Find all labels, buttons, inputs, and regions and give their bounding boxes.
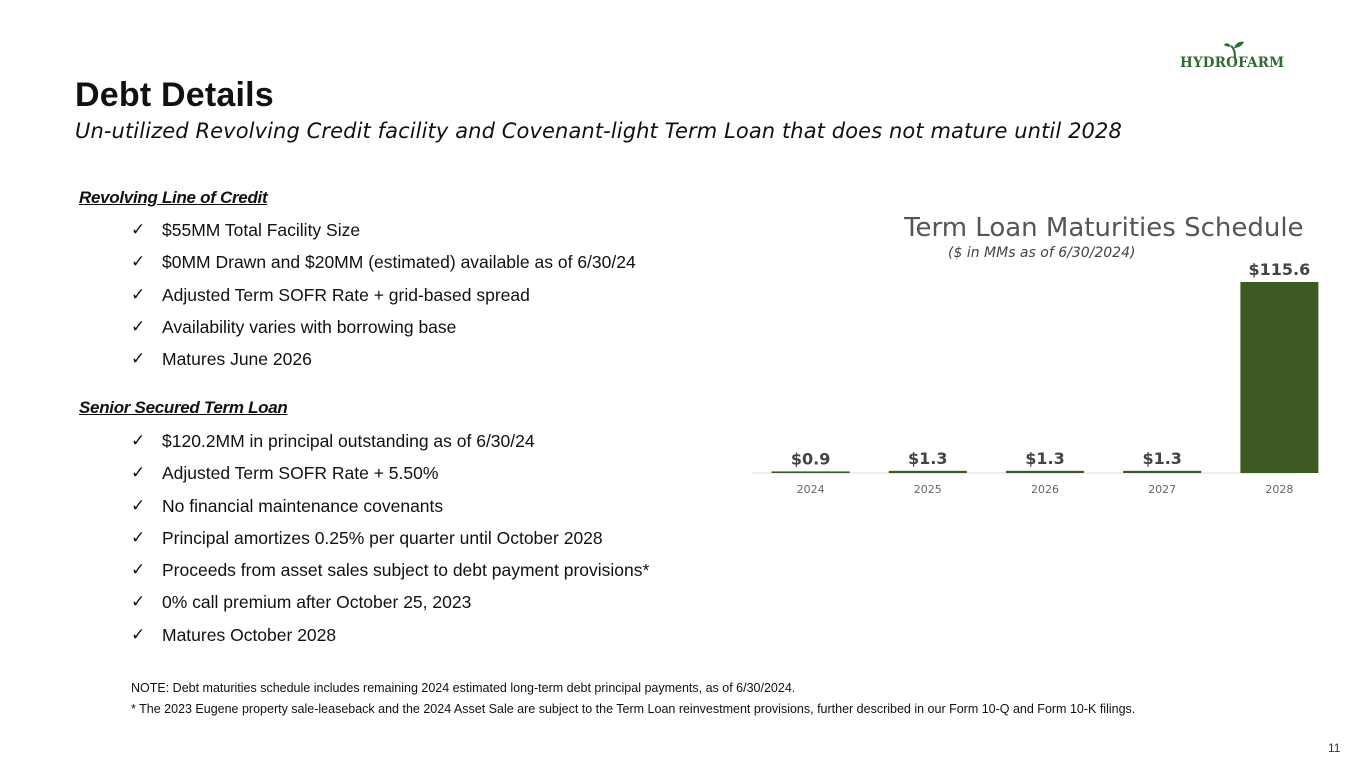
checkmark-icon: ✓ — [131, 252, 146, 272]
term-loan-list — [131, 431, 649, 657]
data-label-2028: $115.6 — [1248, 260, 1311, 279]
list-item: ✓ No financial maintenance covenants — [131, 495, 444, 516]
checkmark-icon: ✓ — [131, 495, 146, 515]
checkmark-icon: ✓ — [131, 560, 146, 580]
checkmark-icon: ✓ — [131, 316, 146, 336]
checkmark-icon: ✓ — [131, 463, 146, 483]
bar-2024 — [772, 471, 850, 473]
data-label-2024: $0.9 — [790, 449, 831, 469]
checkmark-icon: ✓ — [131, 431, 146, 450]
list-item: ✓ 0% call premium after October 25, 2023 — [131, 592, 472, 613]
page-subtitle: Un-utilized Revolving Credit facility and Covenant-light Term Loan that does not mature until 2028 — [75, 119, 1122, 143]
term-loan-heading: Senior Secured Term Loan — [79, 398, 288, 417]
page-number: 11 — [1328, 741, 1341, 755]
bar-2028 — [1240, 282, 1318, 473]
x-tick-label-2026: 2026 — [1031, 483, 1059, 496]
footnote-note: NOTE: Debt maturities schedule includes remaining 2024 estimated long-term debt principal payments, as of 6/30/2024. — [131, 681, 796, 695]
list-item: ✓ Proceeds from asset sales subject to debt payment provisions* — [131, 560, 650, 581]
list-item: ✓ Matures October 2028 — [131, 624, 337, 645]
data-label-2027: $1.3 — [1142, 448, 1182, 468]
revolving-heading: Revolving Line of Credit — [79, 188, 268, 207]
checkmark-icon: ✓ — [131, 624, 146, 644]
x-tick-label-2027: 2027 — [1148, 483, 1177, 496]
list-item: ✓ $0MM Drawn and $20MM (estimated) available as of 6/30/24 — [131, 252, 636, 273]
footnote-asterisk: * The 2023 Eugene property sale-leaseback and the 2024 Asset Sale are subject to the Term Loan reinvestment provisions, further described in our Form 10-Q and Form 10-K filings. — [131, 702, 1136, 716]
checkmark-icon: ✓ — [131, 220, 146, 239]
logo-text: HYDROFARM — [1180, 55, 1285, 71]
list-item: ✓ Principal amortizes 0.25% per quarter until October 2028 — [131, 527, 603, 548]
bar-2026 — [1006, 471, 1084, 473]
list-item: ✓ Adjusted Term SOFR Rate + grid-based spread — [131, 284, 530, 305]
page-title: Debt Details — [75, 76, 274, 114]
x-tick-label-2024: 2024 — [796, 483, 825, 496]
revolving-list — [131, 220, 636, 381]
checkmark-icon: ✓ — [131, 284, 146, 304]
list-item: ✓ $120.2MM in principal outstanding as of 6/30/24 — [131, 431, 535, 451]
chart-subtitle: ($ in MMs as of 6/30/2024) — [948, 245, 1136, 261]
list-item: ✓ Availability varies with borrowing base — [131, 316, 457, 337]
list-item: ✓ Matures June 2026 — [131, 349, 312, 370]
data-label-2025: $1.3 — [908, 448, 948, 468]
x-tick-label-2025: 2025 — [913, 483, 942, 496]
x-tick-label-2028: 2028 — [1265, 483, 1294, 496]
list-item: ✓ $55MM Total Facility Size — [131, 220, 361, 240]
list-item: ✓ Adjusted Term SOFR Rate + 5.50% — [131, 463, 439, 484]
maturities-bar-chart — [740, 240, 1311, 510]
hydrofarm-logo — [1180, 38, 1290, 72]
checkmark-icon: ✓ — [131, 592, 146, 612]
bar-2025 — [889, 471, 967, 473]
data-label-2026: $1.3 — [1025, 448, 1065, 468]
chart-title: Term Loan Maturities Schedule — [904, 213, 1304, 243]
bar-2027 — [1123, 471, 1201, 473]
checkmark-icon: ✓ — [131, 349, 146, 369]
checkmark-icon: ✓ — [131, 527, 146, 547]
